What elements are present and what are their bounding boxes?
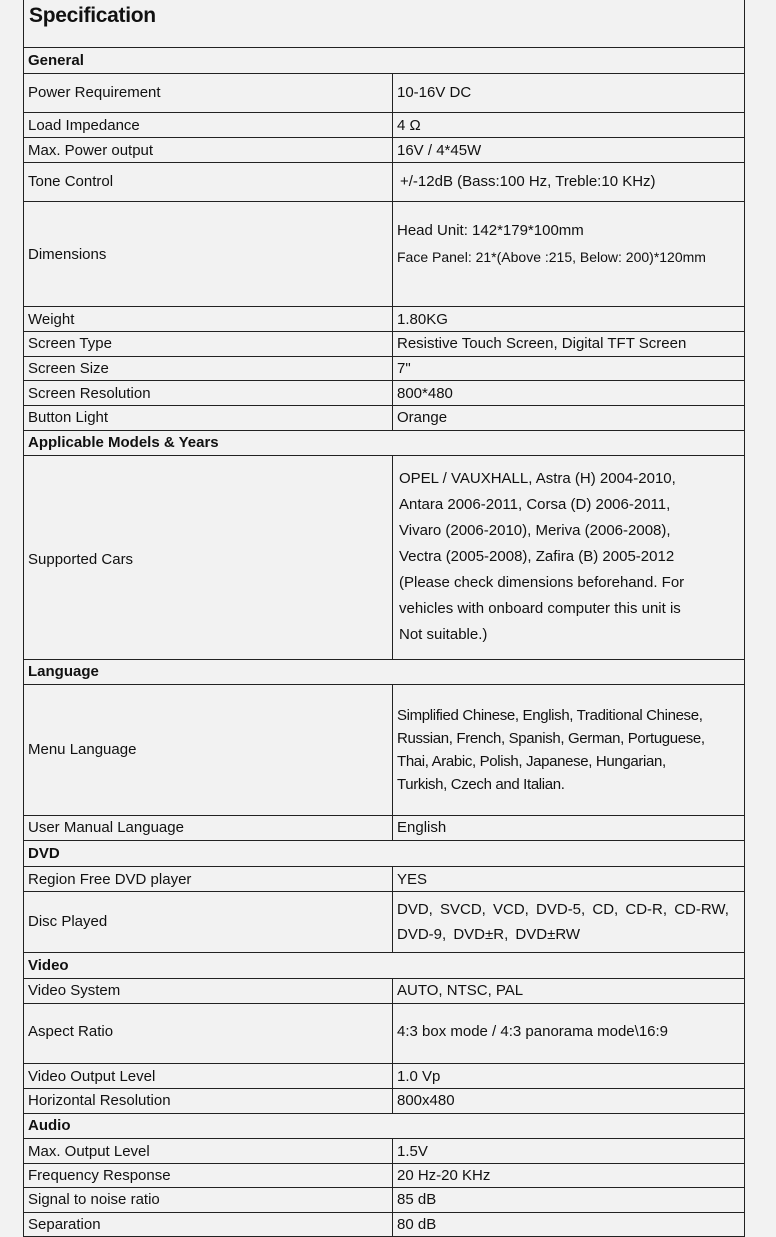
row-label: Tone Control (28, 173, 114, 190)
row-label-cell (24, 202, 393, 306)
section-label: Language (28, 663, 99, 680)
section-dvd (23, 841, 745, 867)
table-row (23, 74, 745, 113)
table-row (23, 138, 745, 163)
row-label-cell (24, 357, 393, 380)
table-row (23, 1188, 745, 1213)
table-row (23, 979, 745, 1004)
row-label: Weight (28, 311, 75, 328)
row-value: 20 Hz-20 KHz (397, 1167, 491, 1184)
language-line: Simplified Chinese, English, Traditional Chinese, (397, 707, 703, 724)
car-line: OPEL / VAUXHALL, Astra (H) 2004-2010, (399, 470, 676, 487)
row-value: 4:3 box mode / 4:3 panorama mode\16:9 (397, 1023, 669, 1040)
row-label-cell (24, 163, 393, 201)
table-row (23, 1089, 745, 1114)
row-value-cell (393, 892, 744, 952)
table-row (23, 1139, 745, 1164)
row-value: 80 dB (397, 1216, 437, 1233)
row-label-cell (24, 1064, 393, 1088)
row-value-cell (393, 1164, 744, 1187)
row-value-cell (393, 202, 744, 306)
row-label-cell (24, 406, 393, 430)
row-value: 16V / 4*45W (397, 142, 482, 159)
row-value-cell (393, 1188, 744, 1212)
row-value: English (397, 819, 447, 836)
row-label-cell (24, 685, 393, 815)
table-row (23, 816, 745, 841)
table-row (23, 332, 745, 357)
row-value-cell (393, 406, 744, 430)
row-label: Max. Power output (28, 142, 154, 159)
row-label: Screen Resolution (28, 385, 151, 402)
disc-line: DVD, SVCD, VCD, DVD-5, CD, CD-R, CD-RW, (397, 901, 729, 918)
row-value: +/-12dB (Bass:100 Hz, Treble:10 KHz) (400, 173, 656, 190)
language-line: Thai, Arabic, Polish, Japanese, Hungarian, (397, 753, 666, 770)
row-value-cell (393, 138, 744, 162)
table-row (23, 867, 745, 892)
row-value-cell (393, 332, 744, 356)
row-label: Disc Played (28, 913, 108, 930)
row-label-cell (24, 113, 393, 137)
row-label-cell (24, 74, 393, 112)
row-label: Separation (28, 1216, 101, 1233)
row-label-cell (24, 1188, 393, 1212)
row-label-cell (24, 381, 393, 405)
car-line: Vivaro (2006-2010), Meriva (2006-2008), (399, 522, 671, 539)
row-value-cell (393, 867, 744, 891)
section-label: General (28, 52, 84, 69)
language-line: Russian, French, Spanish, German, Portuguese, (397, 730, 705, 747)
row-label: Load Impedance (28, 117, 140, 134)
row-value (397, 218, 706, 270)
row-label-cell (24, 138, 393, 162)
row-value-cell (393, 163, 744, 201)
row-label: Supported Cars (28, 551, 134, 568)
row-label: Aspect Ratio (28, 1023, 114, 1040)
row-value-cell (393, 456, 744, 659)
row-label: Dimensions (28, 246, 107, 263)
row-label: Power Requirement (28, 84, 161, 101)
table-row (23, 1004, 745, 1064)
row-label: Frequency Response (28, 1167, 171, 1184)
row-label-cell (24, 816, 393, 840)
row-value-cell (393, 816, 744, 840)
row-label: Signal to noise ratio (28, 1191, 160, 1208)
car-line: Not suitable.) (399, 626, 488, 643)
row-label: User Manual Language (28, 819, 184, 836)
table-row (23, 1064, 745, 1089)
disc-line: DVD-9, DVD±R, DVD±RW (397, 926, 581, 943)
table-row (23, 357, 745, 381)
row-value: YES (397, 871, 428, 888)
row-value: Orange (397, 409, 448, 426)
row-value-cell (393, 381, 744, 405)
row-label: Horizontal Resolution (28, 1092, 171, 1109)
row-value: 10-16V DC (397, 84, 472, 101)
row-value-cell (393, 1089, 744, 1113)
row-label: Max. Output Level (28, 1143, 150, 1160)
row-label-cell (24, 456, 393, 659)
row-label-cell (24, 1164, 393, 1187)
section-language (23, 660, 745, 685)
row-label-cell (24, 332, 393, 356)
section-label: DVD (28, 845, 60, 862)
page-title: Specification (29, 4, 156, 27)
row-label: Region Free DVD player (28, 871, 192, 888)
row-value-cell (393, 357, 744, 380)
row-value-cell (393, 307, 744, 331)
car-line: Vectra (2005-2008), Zafira (B) 2005-2012 (399, 548, 675, 565)
dimension-line: Head Unit: 142*179*100mm (397, 222, 584, 239)
table-row (23, 1213, 745, 1237)
table-row (23, 456, 745, 660)
table-row (23, 1164, 745, 1188)
row-value: 85 dB (397, 1191, 437, 1208)
row-value: 7" (397, 360, 411, 377)
title-row (23, 0, 745, 48)
section-applicable (23, 431, 745, 456)
table-row (23, 113, 745, 138)
row-value-cell (393, 1064, 744, 1088)
section-label: Video (28, 957, 69, 974)
row-value-cell (393, 1004, 744, 1063)
row-value: 800x480 (397, 1092, 455, 1109)
row-label-cell (24, 1213, 393, 1236)
row-label-cell (24, 1089, 393, 1113)
table-row (23, 406, 745, 431)
row-label: Video System (28, 982, 121, 999)
dimension-line: Face Panel: 21*(Above :215, Below: 200)*120mm (397, 249, 706, 265)
row-label: Video Output Level (28, 1068, 156, 1085)
row-value: Resistive Touch Screen, Digital TFT Screen (397, 335, 687, 352)
row-label-cell (24, 979, 393, 1003)
row-value: 1.5V (397, 1143, 428, 1160)
section-audio (23, 1114, 745, 1139)
row-value-cell (393, 113, 744, 137)
row-value: 800*480 (397, 385, 453, 402)
row-value-cell (393, 74, 744, 112)
disc-list (397, 897, 729, 947)
car-line: Antara 2006-2011, Corsa (D) 2006-2011, (399, 496, 671, 513)
table-row (23, 202, 745, 307)
table-row (23, 163, 745, 202)
table-row (23, 892, 745, 953)
row-value: AUTO, NTSC, PAL (397, 982, 524, 999)
section-label: Applicable Models & Years (28, 434, 219, 451)
spec-table (23, 0, 747, 1237)
row-value-cell (393, 1213, 744, 1236)
row-label-cell (24, 307, 393, 331)
section-video (23, 953, 745, 979)
table-row (23, 307, 745, 332)
supported-cars-list (399, 466, 684, 648)
row-value-cell (393, 685, 744, 815)
row-label-cell (24, 1004, 393, 1063)
language-line: Turkish, Czech and Italian. (397, 776, 565, 793)
section-general (23, 48, 745, 74)
table-row (23, 685, 745, 816)
car-line: (Please check dimensions beforehand. For (399, 574, 685, 591)
row-value: 1.0 Vp (397, 1068, 441, 1085)
section-label: Audio (28, 1117, 71, 1134)
row-label: Menu Language (28, 741, 137, 758)
table-row (23, 381, 745, 406)
row-label-cell (24, 867, 393, 891)
row-value: 1.80KG (397, 311, 448, 328)
row-value: 4 Ω (397, 117, 421, 134)
row-label: Screen Size (28, 360, 109, 377)
row-value-cell (393, 979, 744, 1003)
row-label-cell (24, 1139, 393, 1163)
car-line: vehicles with onboard computer this unit is (399, 600, 681, 617)
row-label: Screen Type (28, 335, 112, 352)
row-label-cell (24, 892, 393, 952)
row-value-cell (393, 1139, 744, 1163)
menu-language-list (397, 704, 705, 796)
row-label: Button Light (28, 409, 109, 426)
